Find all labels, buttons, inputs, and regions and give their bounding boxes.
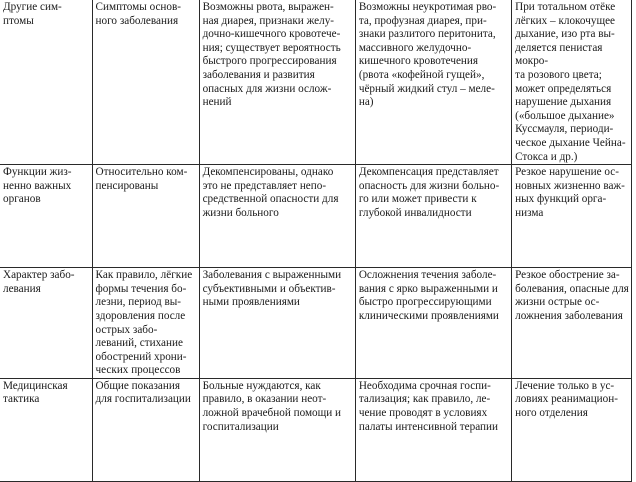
table-cell: Общие показания для госпитализации	[92, 378, 199, 481]
table-row	[0, 165, 632, 268]
row-label-cell: Характер забо- левания	[0, 268, 92, 379]
table-cell: Необходима срочная госпи- тализация; как правило, ле- чение проводят в условиях палаты интенсивной терапии	[355, 378, 511, 481]
table-cell: Лечение только в ус- ловиях реанимацион- ного отделения	[512, 378, 632, 481]
table-row	[0, 268, 632, 379]
table-cell: Симптомы основ- ного заболевания	[92, 0, 199, 165]
table-cell: Осложнения течения заболе- вания с ярко выраженными и быстро прогрессирующими клиническими проявлениями	[355, 268, 511, 379]
table-row	[0, 0, 632, 165]
table-cell: Возможны рвота, выражен- ная диарея, признаки желу- дочно-кишечного кровотече- ния; существует вероятность быстрого прогрессирования заболевания и развития опасных для жизни ослож- нений	[199, 0, 355, 165]
row-label-cell: Медицинская тактика	[0, 378, 92, 481]
table-cell: Возможны неукротимая рво- та, профузная диарея, при- знаки разлитого перитонита, массивного желудочно- кишечного кровотечения (рвота «кофейной гущей», чёрный жидкий стул – меле- на)	[355, 0, 511, 165]
table-cell: Относительно ком- пенсированы	[92, 165, 199, 268]
table-cell: Резкое обострение за- болевания, опасные для жизни острые ос- ложнения заболевания	[512, 268, 632, 379]
table-cell: Как правило, лёгкие формы течения бо- лезни, период вы- здоровления после острых забо- леваний, стихание обострений хрони- ческих процессов	[92, 268, 199, 379]
table-cell: Декомпенсация представляет опасность для жизни больно- го или может привести к глубокой инвалидности	[355, 165, 511, 268]
table-row	[0, 378, 632, 481]
table-cell: Декомпенсированы, однако это не представляет непо- средственной опасности для жизни больного	[199, 165, 355, 268]
table-cell: Заболевания с выраженными субъективными и объектив- ными проявлениями	[199, 268, 355, 379]
table-cell: При тотальном отёке лёгких – клокочущее дыхание, изо рта вы- деляется пенистая мокро- та розового цвета; может определяться нарушение дыхания («большое дыхание» Куссмауля, периоди- ческое дыхание Чейна- Стокса и др.)	[512, 0, 632, 165]
row-label-cell: Другие сим- птомы	[0, 0, 92, 165]
row-label-cell: Функции жиз- ненно важных органов	[0, 165, 92, 268]
table-cell: Резкое нарушение ос- новных жизненно важ- ных функций орга- низма	[512, 165, 632, 268]
table-cell: Больные нуждаются, как правило, в оказании неот- ложной врачебной помощи и госпитализации	[199, 378, 355, 481]
